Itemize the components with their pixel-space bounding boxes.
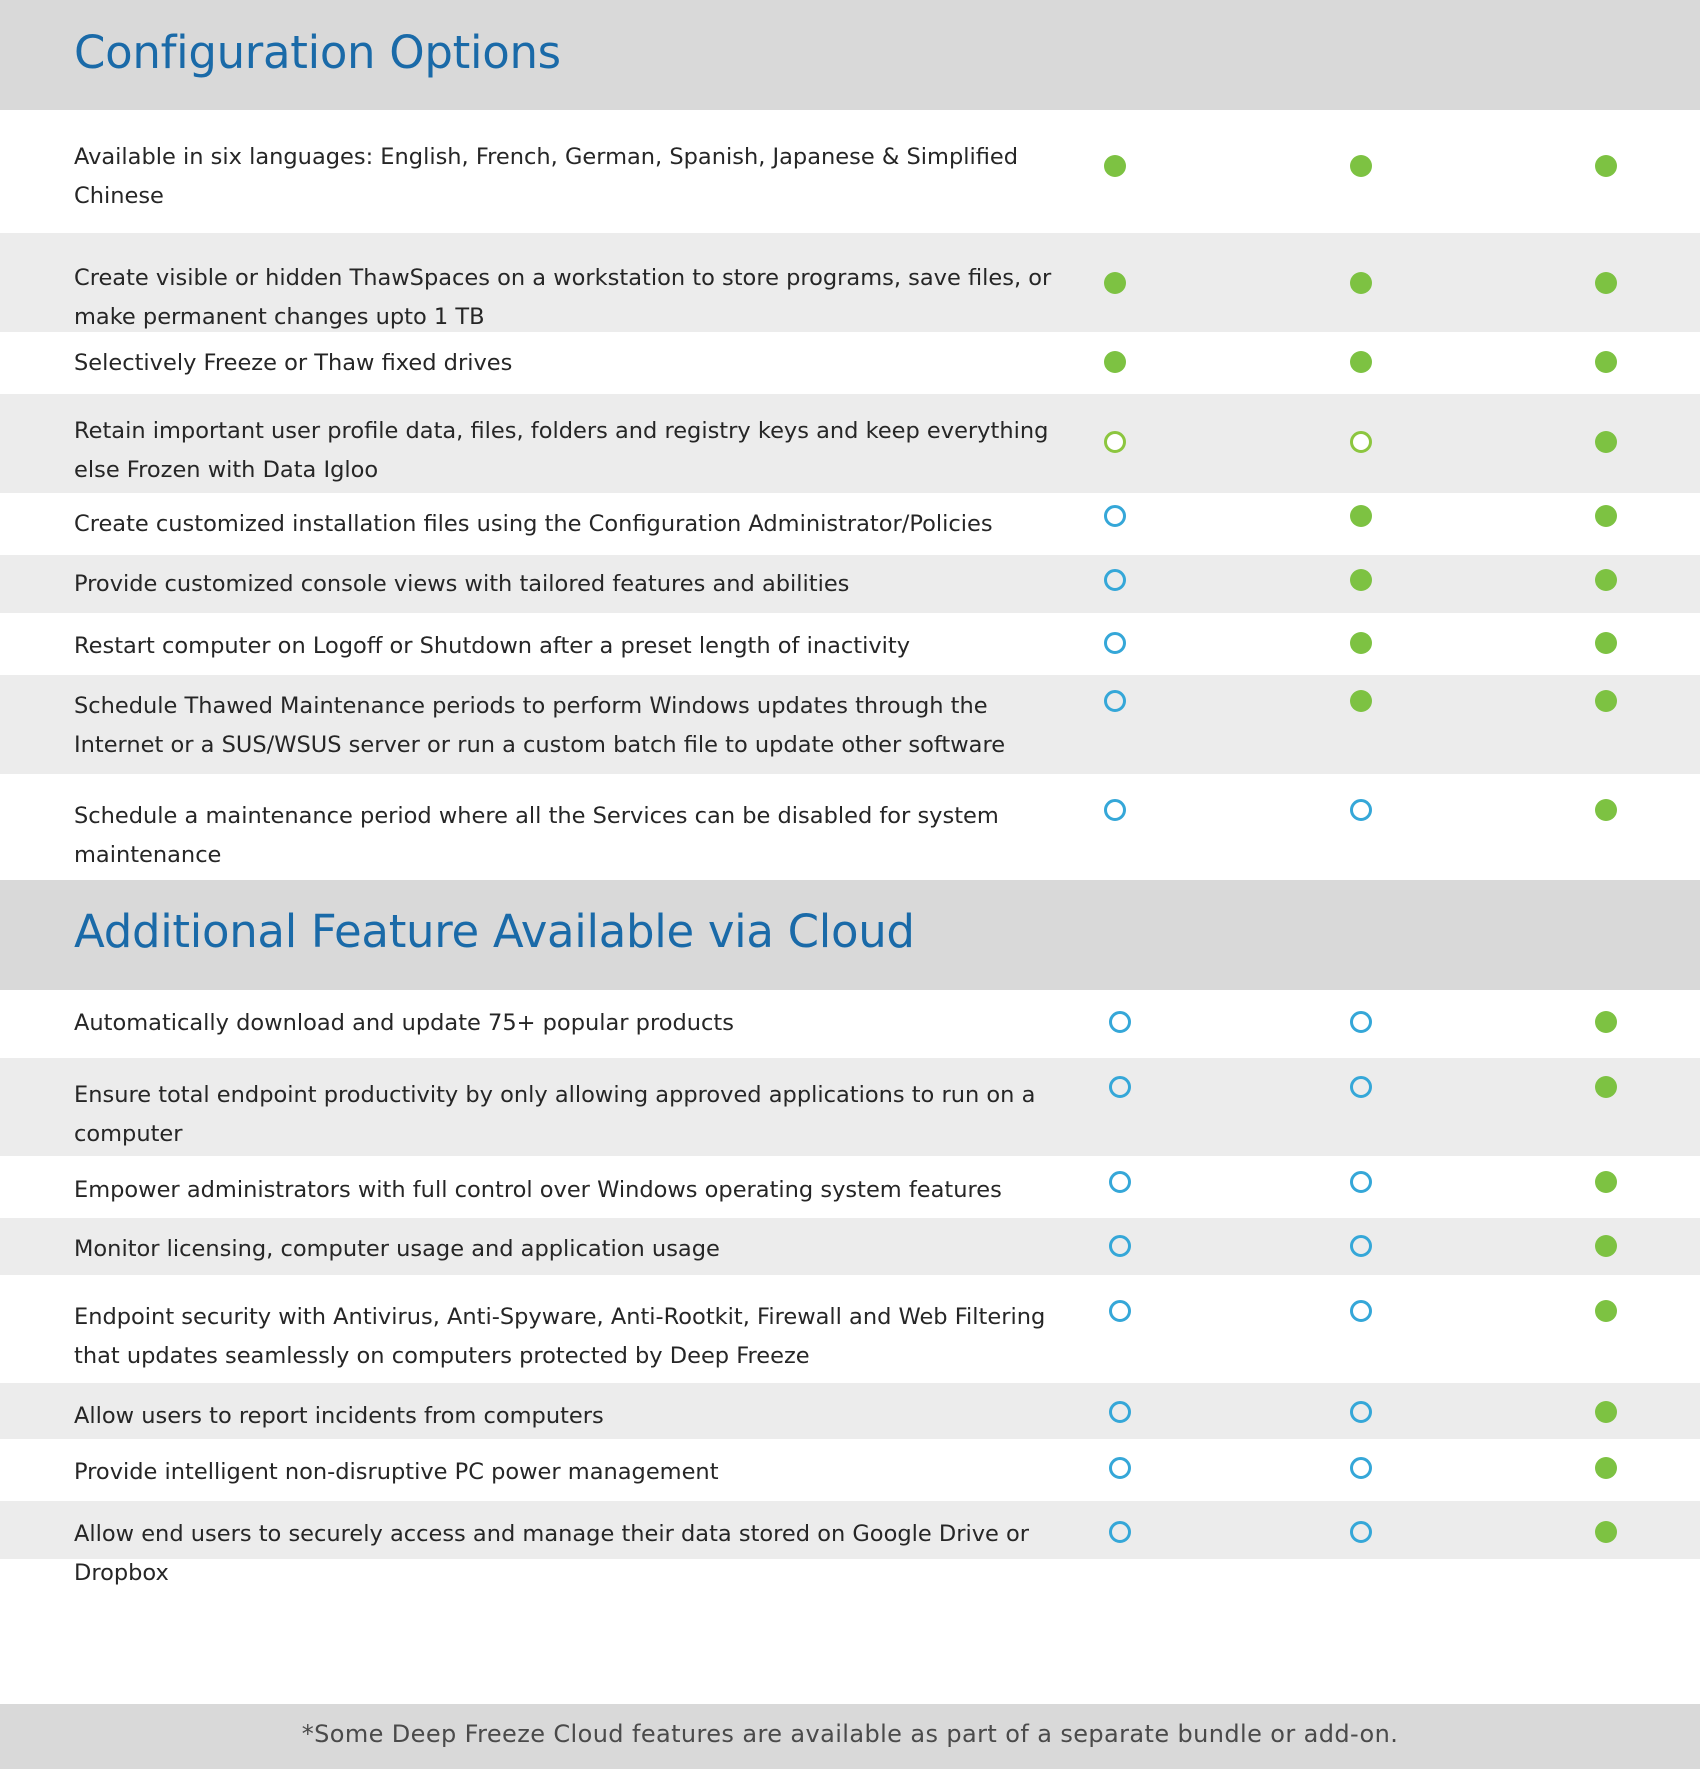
section-header-configuration bbox=[0, 0, 1700, 110]
cloud-features-list bbox=[0, 990, 1700, 1586]
feature-description: Create visible or hidden ThawSpaces on a workstation to store programs, save files, or make permanent changes upto 1 TB bbox=[74, 265, 1052, 330]
availability-none-icon bbox=[1104, 505, 1126, 527]
availability-none-icon bbox=[1350, 1521, 1372, 1543]
feature-description: Automatically download and update 75+ popular products bbox=[74, 1010, 734, 1036]
availability-full-icon bbox=[1595, 1521, 1617, 1543]
availability-full-icon bbox=[1595, 1011, 1617, 1033]
section-title: Additional Feature Available via Cloud bbox=[74, 905, 915, 958]
availability-none-icon bbox=[1350, 1401, 1372, 1423]
availability-full-icon bbox=[1595, 272, 1617, 294]
availability-none-icon bbox=[1109, 1076, 1131, 1098]
feature-description: Retain important user profile data, files, folders and registry keys and keep everything else Frozen with Data Igloo bbox=[74, 418, 1049, 483]
availability-full-icon bbox=[1104, 351, 1126, 373]
feature-row bbox=[0, 110, 1700, 233]
availability-full-icon bbox=[1595, 155, 1617, 177]
availability-none-icon bbox=[1109, 1457, 1131, 1479]
feature-row bbox=[0, 1383, 1700, 1439]
availability-none-icon bbox=[1104, 799, 1126, 821]
feature-row bbox=[0, 1439, 1700, 1501]
feature-row bbox=[0, 1218, 1700, 1275]
availability-none-icon bbox=[1109, 1300, 1131, 1322]
availability-full-icon bbox=[1595, 1076, 1617, 1098]
availability-none-icon bbox=[1350, 1171, 1372, 1193]
feature-description: Provide customized console views with tailored features and abilities bbox=[74, 571, 850, 597]
feature-row bbox=[0, 1156, 1700, 1218]
availability-full-icon bbox=[1595, 505, 1617, 527]
feature-description: Ensure total endpoint productivity by only allowing approved applications to run on a computer bbox=[74, 1082, 1036, 1147]
feature-row bbox=[0, 1275, 1700, 1383]
availability-none-icon bbox=[1350, 1235, 1372, 1257]
feature-row bbox=[0, 990, 1700, 1058]
availability-full-icon bbox=[1595, 569, 1617, 591]
section-header-cloud bbox=[0, 880, 1700, 990]
availability-full-icon bbox=[1104, 155, 1126, 177]
availability-none-icon bbox=[1104, 690, 1126, 712]
availability-full-icon bbox=[1350, 690, 1372, 712]
availability-full-icon bbox=[1350, 351, 1372, 373]
feature-description: Provide intelligent non-disruptive PC power management bbox=[74, 1459, 719, 1485]
availability-full-icon bbox=[1595, 799, 1617, 821]
availability-partial-icon bbox=[1104, 431, 1126, 453]
availability-full-icon bbox=[1350, 569, 1372, 591]
availability-none-icon bbox=[1109, 1235, 1131, 1257]
availability-full-icon bbox=[1595, 1457, 1617, 1479]
feature-row bbox=[0, 233, 1700, 332]
configuration-options-list bbox=[0, 110, 1700, 884]
availability-none-icon bbox=[1109, 1521, 1131, 1543]
section-title: Configuration Options bbox=[74, 26, 561, 79]
feature-description: Allow users to report incidents from computers bbox=[74, 1403, 604, 1429]
availability-full-icon bbox=[1595, 1300, 1617, 1322]
availability-none-icon bbox=[1350, 1300, 1372, 1322]
availability-full-icon bbox=[1595, 351, 1617, 373]
availability-none-icon bbox=[1104, 569, 1126, 591]
feature-description: Schedule a maintenance period where all the Services can be disabled for system maintenance bbox=[74, 803, 999, 868]
feature-row bbox=[0, 555, 1700, 613]
feature-row bbox=[0, 613, 1700, 675]
availability-none-icon bbox=[1350, 1011, 1372, 1033]
feature-description: Schedule Thawed Maintenance periods to perform Windows updates through the Internet or a SUS/WSUS server or run a custom batch file to update other software bbox=[74, 693, 1006, 758]
feature-row bbox=[0, 1058, 1700, 1156]
footer-note: *Some Deep Freeze Cloud features are available as part of a separate bundle or add-on. bbox=[301, 1720, 1399, 1748]
feature-description: Available in six languages: English, French, German, Spanish, Japanese & Simplified Chinese bbox=[74, 144, 1019, 209]
feature-row bbox=[0, 332, 1700, 394]
availability-none-icon bbox=[1109, 1401, 1131, 1423]
availability-none-icon bbox=[1350, 1076, 1372, 1098]
availability-none-icon bbox=[1350, 799, 1372, 821]
availability-full-icon bbox=[1350, 272, 1372, 294]
feature-description: Selectively Freeze or Thaw fixed drives bbox=[74, 350, 513, 376]
feature-description: Monitor licensing, computer usage and application usage bbox=[74, 1236, 720, 1262]
availability-full-icon bbox=[1104, 272, 1126, 294]
availability-full-icon bbox=[1595, 1401, 1617, 1423]
availability-full-icon bbox=[1350, 505, 1372, 527]
availability-full-icon bbox=[1595, 1171, 1617, 1193]
feature-description: Allow end users to securely access and manage their data stored on Google Drive or Dropbox bbox=[74, 1521, 1030, 1586]
availability-full-icon bbox=[1350, 155, 1372, 177]
feature-row bbox=[0, 675, 1700, 774]
feature-row bbox=[0, 1501, 1700, 1586]
availability-none-icon bbox=[1109, 1011, 1131, 1033]
feature-row bbox=[0, 493, 1700, 555]
availability-full-icon bbox=[1595, 632, 1617, 654]
availability-partial-icon bbox=[1350, 431, 1372, 453]
availability-full-icon bbox=[1595, 431, 1617, 453]
feature-description: Restart computer on Logoff or Shutdown after a preset length of inactivity bbox=[74, 633, 911, 659]
feature-row bbox=[0, 394, 1700, 493]
availability-full-icon bbox=[1350, 632, 1372, 654]
feature-description: Endpoint security with Antivirus, Anti-Spyware, Anti-Rootkit, Firewall and Web Filtering that updates seamlessly on computers protected by Deep Freeze bbox=[74, 1304, 1046, 1369]
feature-description: Create customized installation files using the Configuration Administrator/Policies bbox=[74, 511, 993, 537]
feature-row bbox=[0, 774, 1700, 884]
availability-full-icon bbox=[1595, 1235, 1617, 1257]
availability-none-icon bbox=[1104, 632, 1126, 654]
availability-none-icon bbox=[1109, 1171, 1131, 1193]
footer-note-bar bbox=[0, 1704, 1700, 1769]
availability-full-icon bbox=[1595, 690, 1617, 712]
availability-none-icon bbox=[1350, 1457, 1372, 1479]
feature-description: Empower administrators with full control over Windows operating system features bbox=[74, 1177, 1002, 1203]
